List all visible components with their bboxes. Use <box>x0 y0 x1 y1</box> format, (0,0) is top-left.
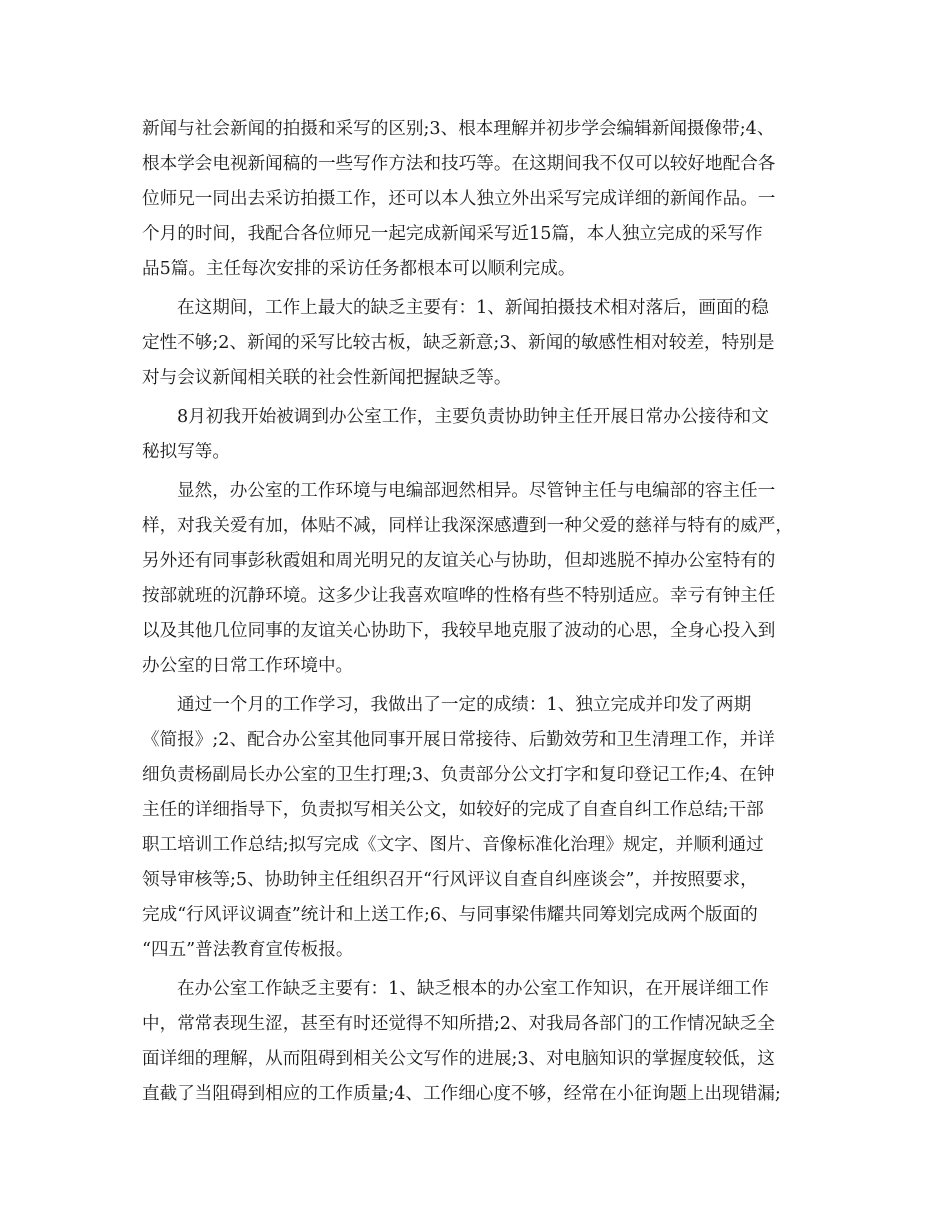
text-line: 8月初我开始被调到办公室工作，主要负责协助钟主任开展日常办公接待和文 <box>177 407 769 427</box>
paragraph-5 <box>142 688 826 968</box>
paragraph-6 <box>142 972 826 1112</box>
text-line: 样，对我关爱有加，体贴不减，同样让我深深感遭到一种父爱的慈祥与特有的威严， <box>142 516 793 536</box>
text-line: 在这期间，工作上最大的缺乏主要有：1、新闻拍摄技术相对落后，画面的稳 <box>177 298 769 318</box>
text-line: 按部就班的沉静环境。这多少让我喜欢喧哗的性格有些不特别适应。幸亏有钟主任 <box>142 586 776 606</box>
text-line: 新闻与社会新闻的拍摄和采写的区别;3、根本理解并初步学会编辑新闻摄像带;4、 <box>142 119 775 139</box>
text-line: 直截了当阻碍到相应的工作质量;4、工作细心度不够，经常在小征询题上出现错漏; <box>142 1084 781 1104</box>
text-line: 通过一个月的工作学习，我做出了一定的成绩：1、独立完成并印发了两期 <box>177 695 752 715</box>
text-line: 细负责杨副局长办公室的卫生打理;3、负责部分公文打字和复印登记工作;4、在钟 <box>142 765 775 785</box>
text-line: 对与会议新闻相关联的社会性新闻把握缺乏等。 <box>142 368 512 388</box>
document-body <box>142 112 826 1112</box>
text-line: 在办公室工作缺乏主要有：1、缺乏根本的办公室工作知识，在开展详细工作 <box>177 979 769 999</box>
paragraph-1 <box>142 112 826 287</box>
text-line: 《简报》;2、配合办公室其他同事开展日常接待、后勤效劳和卫生清理工作，并详 <box>142 730 775 750</box>
text-line: 领导审核等;5、协助钟主任组织召开“行风评议自查自纠座谈会”，并按照要求， <box>142 870 758 890</box>
paragraph-3 <box>142 400 826 470</box>
text-line: 以及其他几位同事的友谊关心协助下，我较早地克服了波动的心思，全身心投入到 <box>142 621 776 641</box>
paragraph-2 <box>142 291 826 396</box>
text-line: 另外还有同事彭秋霞姐和周光明兄的友谊关心与协助，但却逃脱不掉办公室特有的 <box>142 551 776 571</box>
text-line: 完成“行风评议调查”统计和上送工作;6、与同事梁伟耀共同筹划完成两个版面的 <box>142 905 758 925</box>
text-line: 品5篇。主任每次安排的采访任务都根本可以顺利完成。 <box>142 259 576 279</box>
text-line: 秘拟写等。 <box>142 442 230 462</box>
text-line: 主任的详细指导下，负责拟写相关公文，如较好的完成了自查自纠工作总结;干部 <box>142 800 764 820</box>
text-line: 办公室的日常工作环境中。 <box>142 656 354 676</box>
text-line: 面详细的理解，从而阻碍到相关公文写作的进展;3、对电脑知识的掌握度较低，这 <box>142 1049 775 1069</box>
text-line: 位师兄一同出去采访拍摄工作，还可以本人独立外出采写完成详细的新闻作品。一 <box>142 189 776 209</box>
text-line: 定性不够;2、新闻的采写比较古板，缺乏新意;3、新闻的敏感性相对较差，特别是 <box>142 333 775 353</box>
text-line: 显然，办公室的工作环境与电编部迥然相异。尽管钟主任与电编部的容主任一 <box>177 481 776 501</box>
text-line: 个月的时间，我配合各位师兄一起完成新闻采写近15篇，本人独立完成的采写作 <box>142 224 763 244</box>
text-line: 中，常常表现生涩，甚至有时还觉得不知所措;2、对我局各部门的工作情况缺乏全 <box>142 1014 775 1034</box>
text-line: 根本学会电视新闻稿的一些写作方法和技巧等。在这期间我不仅可以较好地配合各 <box>142 154 776 174</box>
text-line: 职工培训工作总结;拟写完成《文字、图片、音像标准化治理》规定，并顺利通过 <box>142 835 764 855</box>
paragraph-4 <box>142 474 826 684</box>
text-line: “四五”普法教育宣传板报。 <box>142 940 354 960</box>
